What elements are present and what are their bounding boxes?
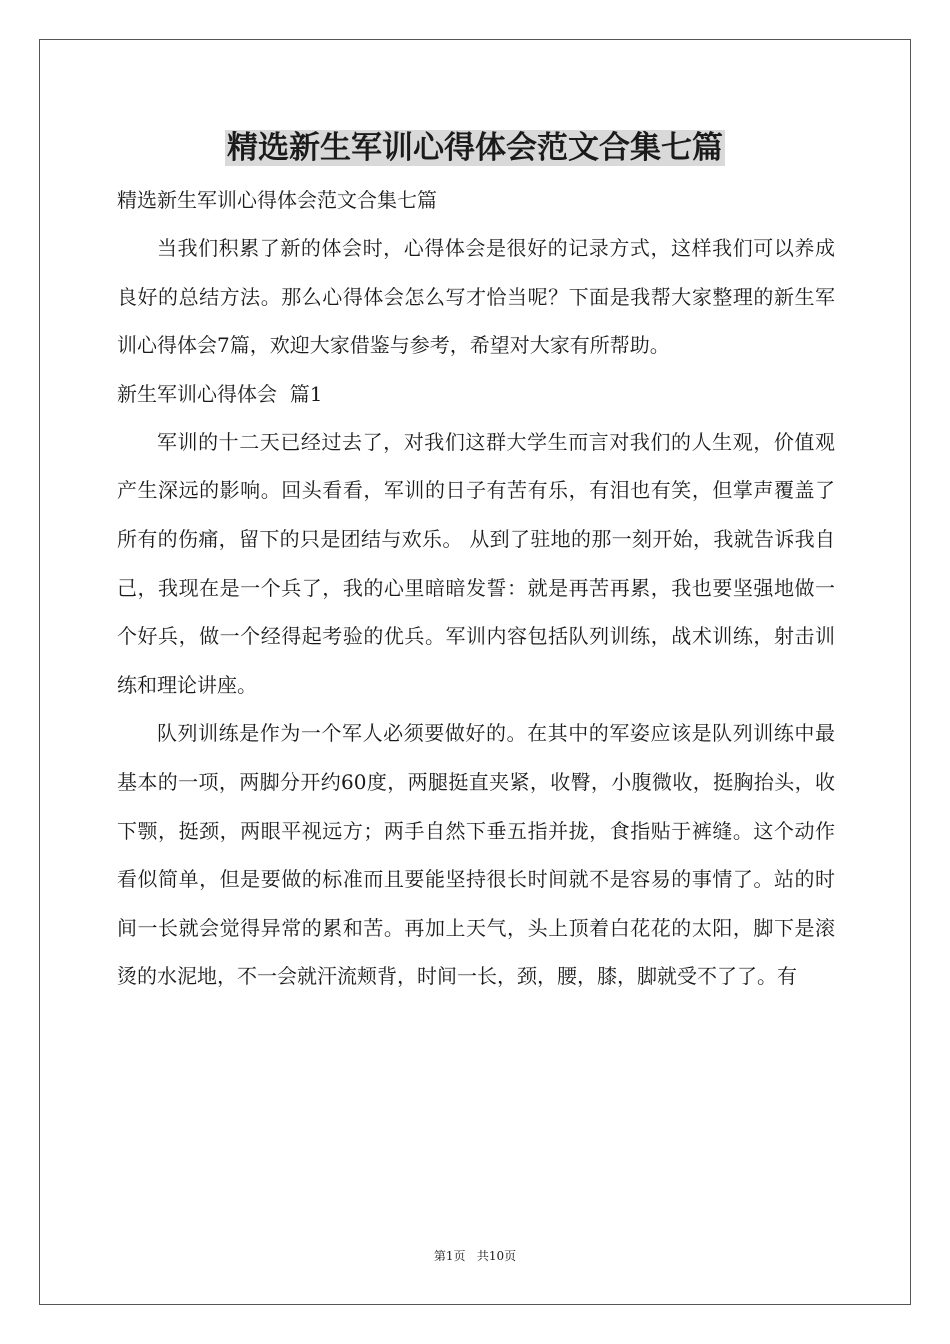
document-subtitle: 精选新生军训心得体会范文合集七篇 [117, 188, 437, 212]
body-paragraph-1: 军训的十二天已经过去了，对我们这群大学生而言对我们的人生观，价值观产生深远的影响。回头看看，军训的日子有苦有乐，有泪也有笑，但掌声覆盖了所有的伤痛，留下的只是团结与欢乐。 从到了驻地的那一刻开始，我就告诉我自己，我现在是一个兵了，我的心里暗暗发誓：就是再苦再累，我也要坚强地做一个好兵，做一个经得起考验的优兵。军训内容包括队列训练，战术训练，射击训练和理论讲座。 [117, 429, 835, 697]
page-footer: 第1页 共10页 [433, 1249, 517, 1263]
intro-paragraph: 当我们积累了新的体会时，心得体会是很好的记录方式，这样我们可以养成良好的总结方法。那么心得体会怎么写才恰当呢？下面是我帮大家整理的新生军训心得体会7篇，欢迎大家借鉴与参考，希望对大家有所帮助。 [117, 236, 835, 358]
body-paragraph-2: 队列训练是作为一个军人必须要做好的。在其中的军姿应该是队列训练中最基本的一项，两脚分开约60度，两腿挺直夹紧，收臀，小腹微收，挺胸抬头，收下颚，挺颈，两眼平视远方；两手自然下垂五指并拢，食指贴于裤缝。这个动作看似简单，但是要做的标准而且要能坚持很长时间就不是容易的事情了。站的时间一长就会觉得异常的累和苦。再加上天气，头上顶着白花花的太阳，脚下是滚烫的水泥地，不一会就汗流颊背，时间一长，颈，腰，膝，脚就受不了了。有 [117, 721, 835, 989]
section-heading: 新生军训心得体会 篇1 [117, 381, 323, 406]
document-title [0, 126, 950, 170]
document-title-text: 精选新生军训心得体会范文合集七篇 [227, 130, 723, 166]
document-body [117, 176, 835, 1001]
